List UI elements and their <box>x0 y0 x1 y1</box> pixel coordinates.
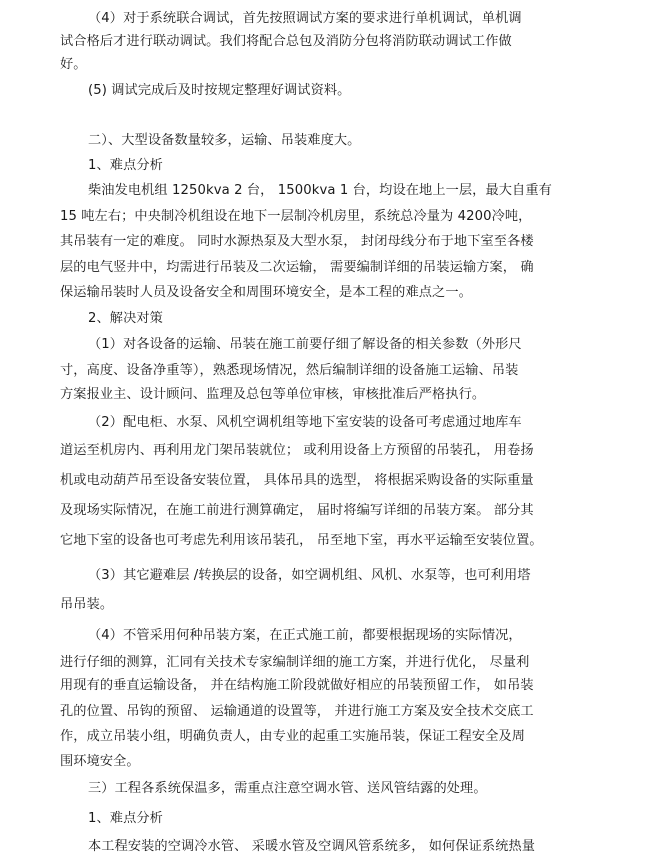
subsection-heading: 2、解决对策 <box>88 311 163 326</box>
section-heading: 三）工程各系统保温多，需重点注意空调水管、送风管结露的处理。 <box>88 781 487 796</box>
text-line: 机或电动葫芦吊至设备安装位置， 具体吊具的选型， 将根据采购设备的实际重量 <box>60 473 534 488</box>
text-line: （4）不管采用何种吊装方案，在正式施工前，都要根据现场的实际情况， <box>88 628 522 643</box>
text-line: （2）配电柜、水泵、风机空调机组等地下室安装的设备可考虑通过地库车 <box>88 415 522 430</box>
text-line: 15 吨左右；中央制冷机组设在地下一层制冷机房里，系统总冷量为 4200冷吨， <box>60 209 532 224</box>
text-line: 作，成立吊装小组，明确负责人，由专业的起重工实施吊装，保证工程安全及周 <box>60 729 526 744</box>
text-line: 方案报业主、设计顾问、监理及总包等单位审核，审核批准后严格执行。 <box>60 387 486 402</box>
text-line: 层的电气竖井中，均需进行吊装及二次运输， 需要编制详细的吊装运输方案， 确 <box>60 260 534 275</box>
text-line: 孔的位置、吊钩的预留、 运输通道的设置等， 并进行施工方案及安全技术交底工 <box>60 704 534 719</box>
text-line: 试合格后才进行联动调试。我们将配合总包及消防分包将消防联动调试工作做 <box>60 34 512 49</box>
text-line: 用现有的垂直运输设备， 并在结构施工阶段就做好相应的吊装预留工作， 如吊装 <box>60 678 534 693</box>
text-line: （1）对各设备的运输、吊装在施工前要仔细了解设备的相关参数（外形尺 <box>88 337 522 352</box>
text-line: 及现场实际情况，在施工前进行测算确定， 届时将编写详细的吊装方案。 部分其 <box>60 503 534 518</box>
text-line: 保运输吊装时人员及设备安全和周围环境安全，是本工程的难点之一。 <box>60 285 472 300</box>
text-line: （3）其它避难层 /转换层的设备，如空调机组、风机、水泵等，也可利用塔 <box>88 568 531 583</box>
section-heading: 二）、大型设备数量较多，运输、吊装难度大。 <box>88 133 361 148</box>
text-line: (5) 调试完成后及时按规定整理好调试资料。 <box>88 83 351 98</box>
text-line: 本工程安装的空调冷水管、 采暖水管及空调风管系统多， 如何保证系统热量 <box>88 839 536 854</box>
text-line: 柴油发电机组 1250kva 2 台， 1500kva 1 台，均设在地上一层，最大自重有 <box>88 183 552 198</box>
text-line: 它地下室的设备也可考虑先利用该吊装孔， 吊至地下室，再水平运输至安装位置。 <box>60 533 543 548</box>
subsection-heading: 1、难点分析 <box>88 158 163 173</box>
text-line: （4）对于系统联合调试，首先按照调试方案的要求进行单机调试，单机调 <box>88 11 522 26</box>
text-line: 道运至机房内、再利用龙门架吊装就位； 或利用设备上方预留的吊装孔， 用卷扬 <box>60 443 534 458</box>
text-line: 围环境安全。 <box>60 754 140 769</box>
text-line: 其吊装有一定的难度。 同时水源热泵及大型水泵， 封闭母线分布于地下室至各楼 <box>60 234 534 249</box>
text-line: 进行仔细的测算，汇同有关技术专家编制详细的施工方案，并进行优化， 尽量利 <box>60 655 530 670</box>
subsection-heading: 1、难点分析 <box>88 811 163 826</box>
text-line: 好。 <box>60 57 87 72</box>
text-line: 吊吊装。 <box>60 597 114 612</box>
text-line: 寸，高度、设备净重等），熟悉现场情况，然后编制详细的设备施工运输、吊装 <box>60 363 519 378</box>
